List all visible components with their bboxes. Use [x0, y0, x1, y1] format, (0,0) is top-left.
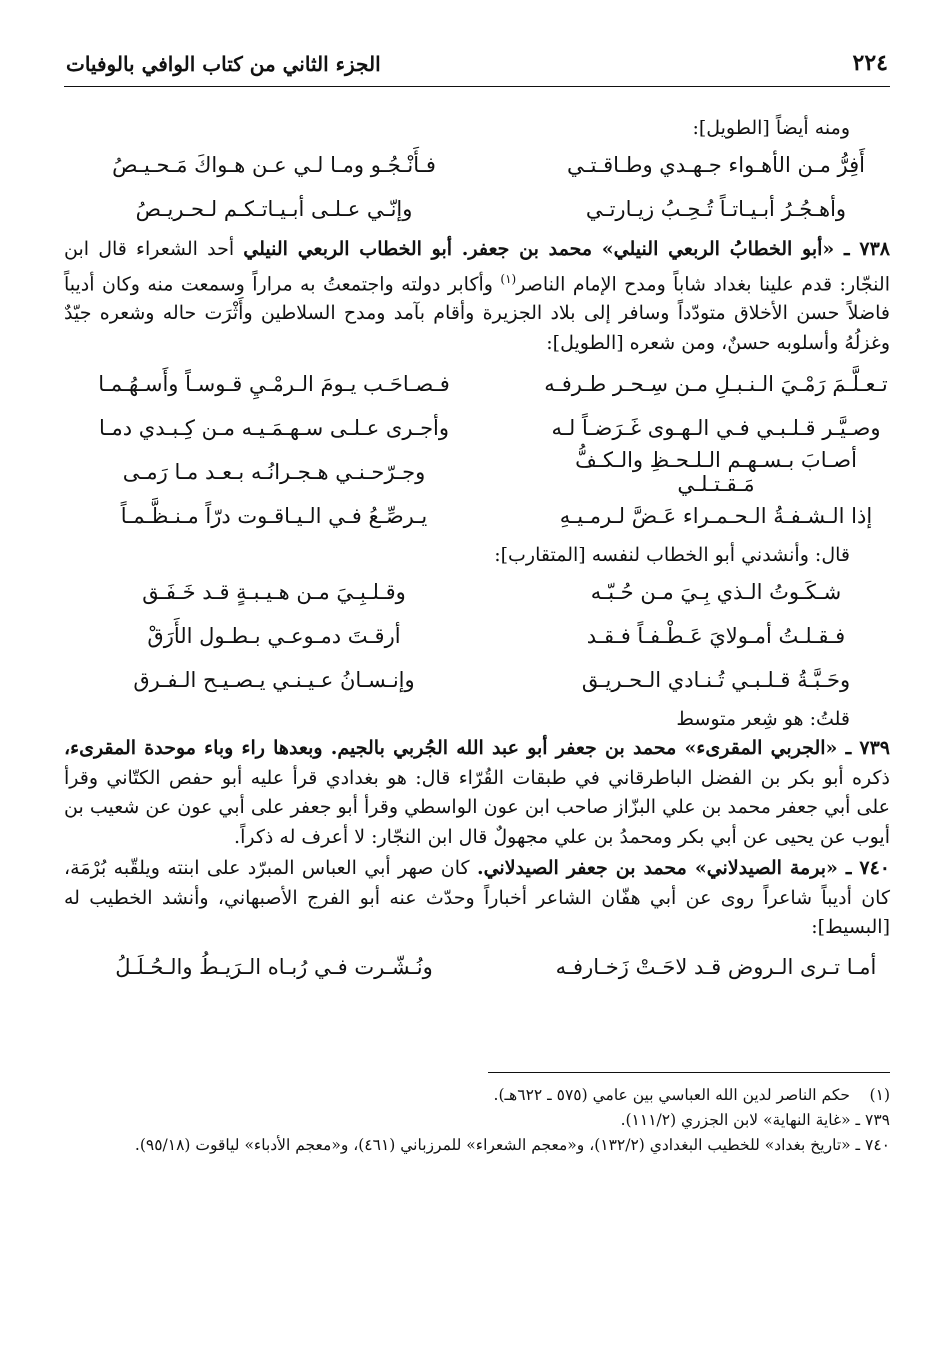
editor-note: قلتُ: هو شِعر متوسط [676, 708, 850, 731]
entry-738 [64, 235, 890, 358]
poem-block [64, 143, 890, 231]
second-hemistich: وإنّـي عـلـى أبـيـاتـكـم لـحـريـصُ [135, 197, 413, 221]
footnote-divider [488, 1072, 890, 1073]
verse-line [64, 187, 890, 231]
first-hemistich: أَفِرُّ مـن الأهـواء جـهـدي وطـاقـتـي [567, 153, 865, 177]
verse-line [64, 362, 890, 406]
first-hemistich: وأهـجُـرُ أبـيـاتـاً تُـحِـبُ زيـارتـي [585, 197, 847, 221]
verse-intro: ومنه أيضاً [الطويل]: [692, 117, 850, 139]
poem-block [64, 570, 890, 702]
book-page [64, 40, 890, 1340]
entry-heading: ٧٣٨ ـ «أبو الخطابُ الربعي النيلي» محمد بن جعفر. أبو الخطاب الربعي النيلي [243, 238, 890, 260]
first-hemistich: تـعـلَّـمَ رَمْـيَ الـنـبـلِ مـن سِـحـر طـرفـه [544, 372, 888, 397]
verse-intro: قال: وأنشدني أبو الخطاب لنفسه [المتقارب]: [494, 544, 850, 567]
footnotes [64, 1072, 890, 1158]
verse-line [64, 143, 890, 187]
second-hemistich: فـأَنْـجُـو ومـا لـي عـن هـواكَ مَـحـيـصُ [112, 153, 436, 177]
first-hemistich: أمـا تـرى الـروض قـد لاحَـتْ زَخـارفـه [555, 954, 877, 979]
entry-heading: ٧٤٠ ـ «برمة الصيدلاني» محمد بن جعفر الصيدلاني. [476, 857, 890, 880]
footnote-number: (١) [869, 1086, 890, 1104]
page-header [64, 40, 890, 87]
second-hemistich: وجـرّحـنـي هـجـرانُـه بـعـد مـا رَمـى [122, 460, 426, 485]
entry-740 [64, 854, 890, 943]
footnote-item [64, 1133, 890, 1158]
first-hemistich: إذا الـشـفـةُ الـحـمـراء عَـضَّ لـرمـيـهِ [559, 504, 873, 529]
verse-line [64, 658, 890, 702]
entry-text: ذكره أبو بكر بن الفضل الباطرقاني في طبقات القُرّاء قال: هو بغدادي قرأ عليه أبو حفص الكتّاني وقرأ على أبي جعفر محمد بن علي البزّاز صاحب ابن عون الواسطي وقرأ أبو جعفر على أبي عون عن شعيب بن أيوب عن يحيى عن أبي بكر ومحمدُ بن علي مجهولٌ قال ابن النجّار: لا أعرف له ذكراً. [64, 766, 890, 848]
entry-text: وأكابر دولته واجتمعتُ به مراراً وسمعت منه وكان أديباً فاضلاً حسن الأخلاق متودّداً وسافر إلى بلاد الجزيرة وأقام بآمد ومدح السلاطين وأَثْرَت حاله وشعره جيّدٌ وغزلُهُ وأسلوبه حسنٌ، ومن شعره [الطويل]: [64, 272, 890, 354]
second-hemistich: أرقـتَ دمـوعـي بـطـول الأَرَقْ [147, 624, 401, 649]
verse-line [64, 448, 890, 497]
footnote-text: ٧٤٠ ـ «تاريخ بغداد» للخطيب البغدادي (١٣٢/٢)، و«معجم الشعراء» للمرزباني (٤٦١)، و«معجم الأدباء» لياقوت (٩٥/١٨). [134, 1136, 890, 1154]
footnote-item [64, 1083, 890, 1108]
verse-line [64, 406, 890, 450]
first-hemistich: أصـابَ بـسـهـم الـلـحـظِ والـكـفُّ مَـقـتـلـي [575, 448, 857, 497]
second-hemistich: وإنـسـانُ عـيـنـي يـصـيـح الـفـرق [133, 668, 415, 693]
running-title: الجزء الثاني من كتاب الوافي بالوفيات [66, 52, 381, 76]
second-hemistich: يـرصِّـعُ فـي الـيـاقـوت درّاً مـنـظَّـمـاً [120, 504, 428, 529]
footnote-item [64, 1108, 890, 1133]
entry-text: كان صهر أبي العباس المبرّد على ابنته ويلقّبه بُرْمَة، كان أديباً شاعراً روى عن أبي هفّان الشاعر أخباراً وحدّث عنه أبو الفرج الأصبهاني، وأنشد الخطيب له [البسيط]: [64, 857, 890, 939]
entry-739 [64, 734, 890, 852]
entry-text: أحد الشعراء قال ابن النجّار: قدم علينا بغداد شاباً ومدح الإمام الناصر [64, 238, 890, 295]
footnote-text: حكم الناصر لدين الله العباسي بين عامي (٥٧٥ ـ ٦٢٢هـ). [493, 1086, 850, 1104]
footnote-text: ٧٣٩ ـ «غاية النهاية» لابن الجزري (١١١/٢). [620, 1111, 890, 1129]
verse-line [64, 494, 890, 538]
verse-line [64, 945, 890, 989]
first-hemistich: شـكَـوتُ الـذي بِـيَ مـن حُـبّـه [590, 580, 842, 605]
verse-line [64, 614, 890, 658]
entry-heading: ٧٣٩ ـ «الجربي المقرىء» محمد بن جعفر أبو عبد الله الجُربي بالجيم. وبعدها راء وباء موحدة المقرىء، [64, 737, 890, 760]
verse-line [64, 570, 890, 614]
first-hemistich: وصـيَّـر قـلـبـي فـي الـهـوى غَـرَضـاً لـه [551, 416, 881, 441]
second-hemistich: وأجـرى عـلـى سـهـمَـيـه مـن كِـبـدي دمـا [98, 416, 450, 441]
poem-block [64, 362, 890, 538]
second-hemistich: وقـلـبِـيَ مـن هـيـبـةٍ قـد خَـفَـق [142, 580, 406, 605]
footnote-marker: (١) [500, 271, 517, 286]
poem-block [64, 945, 890, 989]
first-hemistich: فـقـلـتُ أمـولايَ عَـطْـفـاً فـقـد [586, 624, 846, 649]
second-hemistich: ونُـشّـرت فـي رُبـاه الـرَيـطُ والـحُـلَـلُ [115, 954, 433, 979]
first-hemistich: وحَـبَّـةُ قـلـبـي تُـنـادي الـحـريـق [581, 668, 851, 693]
page-number: ٢٢٤ [852, 50, 888, 76]
second-hemistich: فـصـاحَـب يـومَ الـرمْـيِ قـوسـاً وأَسـهُـمـا [98, 372, 450, 397]
